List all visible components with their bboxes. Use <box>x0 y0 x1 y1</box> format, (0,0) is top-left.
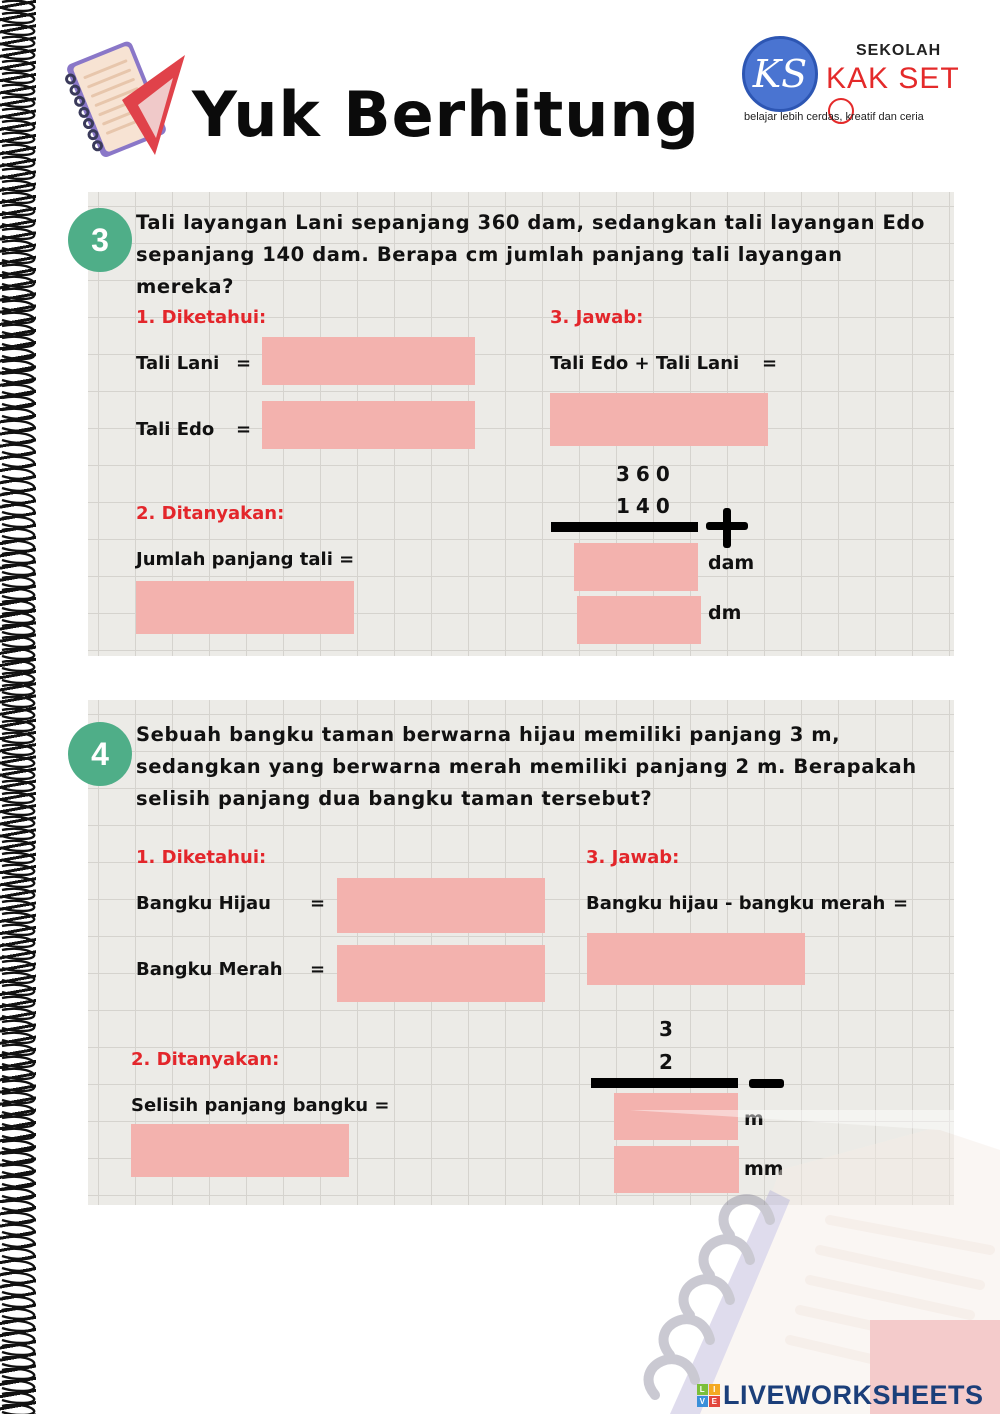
known-label-bangku-merah: Bangku Merah <box>136 959 283 980</box>
result-dam-input[interactable] <box>574 543 698 591</box>
unit-dam: dam <box>708 552 755 574</box>
result-dm-input[interactable] <box>577 596 701 644</box>
equals-sign: = <box>893 893 909 914</box>
logo-letter-l: L <box>697 1384 708 1395</box>
problem-number-badge: 3 <box>68 208 132 272</box>
selisih-panjang-input[interactable] <box>131 1124 349 1177</box>
calc-bottom-number: 2 <box>659 1050 679 1074</box>
asked-heading: 2. Ditanyakan: <box>131 1049 280 1070</box>
answer-heading: 3. Jawab: <box>586 847 680 868</box>
liveworksheets-logo-icon <box>697 1384 720 1407</box>
bangku-hijau-input[interactable] <box>337 878 545 933</box>
liveworksheets-brand <box>697 1380 984 1411</box>
logo-letter-i: I <box>709 1384 720 1395</box>
equals-sign: = <box>310 959 326 980</box>
notebook-ruler-illustration <box>60 30 190 160</box>
unit-dm: dm <box>708 602 742 624</box>
bangku-merah-input[interactable] <box>337 945 545 1002</box>
asked-label: Jumlah panjang tali = <box>136 549 355 570</box>
known-heading: 1. Diketahui: <box>136 307 267 328</box>
plus-icon-vertical <box>723 508 731 548</box>
notebook-icon <box>60 30 190 160</box>
known-label-tali-lani: Tali Lani <box>136 353 220 374</box>
calc-top-number: 360 <box>616 462 676 486</box>
minus-icon <box>749 1079 784 1088</box>
tali-lani-input[interactable] <box>262 337 475 385</box>
decorative-notebook-illustration <box>630 1110 1000 1414</box>
spiral-binding-icon <box>0 0 40 1414</box>
unit-m: m <box>744 1108 764 1130</box>
known-heading: 1. Diketahui: <box>136 847 267 868</box>
tali-edo-input[interactable] <box>262 401 475 449</box>
logo-letter-v: V <box>697 1396 708 1407</box>
known-label-bangku-hijau: Bangku Hijau <box>136 893 271 914</box>
spiral-binding <box>0 0 40 1414</box>
equals-sign: = <box>236 419 252 440</box>
logo-letter-e: E <box>709 1396 720 1407</box>
calc-divider-line <box>591 1078 738 1088</box>
equals-sign: = <box>310 893 326 914</box>
equals-sign: = <box>236 353 252 374</box>
calc-bottom-number: 140 <box>616 494 676 518</box>
asked-heading: 2. Ditanyakan: <box>136 503 285 524</box>
page-title: Yuk Berhitung <box>192 78 700 151</box>
unit-mm: mm <box>744 1158 784 1180</box>
known-label-tali-edo: Tali Edo <box>136 419 215 440</box>
answer-total-input[interactable] <box>550 393 768 446</box>
answer-heading: 3. Jawab: <box>550 307 644 328</box>
logo-tagline: belajar lebih cerdas, kreatif dan ceria <box>744 111 924 123</box>
school-logo <box>742 34 982 130</box>
liveworksheets-text: LIVEWORKSHEETS <box>723 1380 984 1410</box>
notebook-background-icon <box>630 1110 1000 1414</box>
asked-label: Selisih panjang bangku = <box>131 1095 390 1116</box>
calc-top-number: 3 <box>659 1017 679 1041</box>
problem-3-question: Tali layangan Lani sepanjang 360 dam, sedangkan tali layangan Edo sepanjang 140 dam. Berapa cm jumlah panjang tali layangan mereka? <box>136 211 925 298</box>
answer-expression: Bangku hijau - bangku merah <box>586 893 886 914</box>
ks-logo-icon: KS <box>742 36 818 112</box>
answer-selisih-input[interactable] <box>587 933 805 985</box>
problem-number-badge: 4 <box>68 722 132 786</box>
equals-sign: = <box>762 353 778 374</box>
logo-kakseto-text: KAK SET <box>826 62 960 95</box>
calc-divider-line <box>551 522 698 532</box>
problem-4-question: Sebuah bangku taman berwarna hijau memiliki panjang 3 m, sedangkan yang berwarna merah memiliki panjang 2 m. Berapakah selisih panjang dua bangku taman tersebut? <box>136 723 917 810</box>
jumlah-panjang-input[interactable] <box>136 581 354 634</box>
answer-expression: Tali Edo + Tali Lani <box>550 353 740 374</box>
logo-line-sekolah: SEKOLAH <box>856 42 942 59</box>
